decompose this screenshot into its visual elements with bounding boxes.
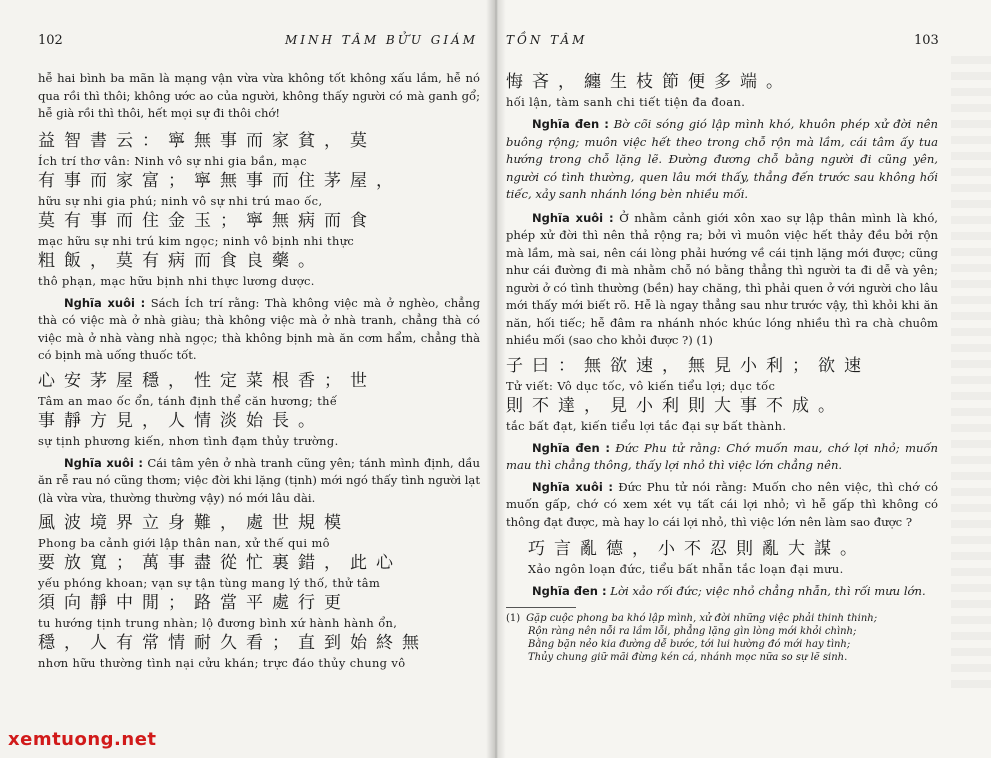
nghia-xuoi-label: Nghĩa xuôi :: [64, 455, 144, 470]
quote-ich-tri: [38, 129, 480, 289]
nghia-xuoi-text: Cái tâm yên ở nhà tranh cũng yên; tánh mình định, dầu ăn rễ rau nó cũng thơm; việc đời khi lặng (tịnh) mới ngó thấy tình người lạt (là vừa vừa, thường thường vậy) nó mới lâu dài.: [38, 455, 481, 505]
right-page: [496, 0, 991, 758]
han-line: 有事而家富；寧無事而住茅屋，: [38, 170, 402, 191]
footnote-line: Rộn ràng nên nỗi ra lầm lỗi, phẳng lặng gìn lòng mới khỏi chình;: [528, 625, 857, 637]
viet-line: mạc hữu sự nhi trú kim ngọc; ninh vô bịnh nhi thực: [38, 233, 355, 248]
nghia-den-3: [506, 583, 938, 601]
han-line: 莫有事而住金玉；寧無病而食: [38, 210, 376, 231]
nghia-xuoi-2: [38, 455, 480, 508]
quote-tu-viet: [506, 354, 938, 434]
right-running-header: TỒN TÂM: [506, 33, 588, 47]
viet-line: hữu sự nhi gia phú; ninh vô sự nhi trú mao ốc,: [38, 193, 323, 208]
left-page-number: 102: [38, 33, 63, 48]
viet-line: tu hướng tịnh trung nhàn; lộ đương bình xứ hành hành ổn,: [38, 616, 398, 630]
quote-xao-ngon: [506, 537, 938, 577]
viet-line: Tâm an mao ốc ổn, tánh định thể căn hương; thế: [38, 393, 338, 408]
left-running-header: MINH TÂM BỬU GIÁM: [285, 33, 479, 47]
nghia-xuoi-text: Sách Ích trí rằng: Thà không việc mà ở nghèo, chẳng thà có việc mà ở nhà giàu; thà không việc mà ở nhà tranh, chẳng thà có việc mà ở nhà vàng nhà ngọc; thà không bịnh mà ăn cơm hẩm, chẳng thà có bịnh mà uống thuốc tốt.: [38, 295, 480, 362]
footnote-mark: (1): [506, 612, 521, 624]
footnote: [506, 612, 938, 665]
nghia-den-label: Nghĩa đen :: [532, 117, 609, 131]
nghia-den-text: Đức Phu tử rằng: Chớ muốn mau, chớ lợi nhỏ; muốn mau thì chẳng thông, thấy lợi nhỏ thì việc lớn chẳng nên.: [506, 440, 938, 472]
viet-line: sự tịnh phương kiến, nhơn tình đạm thủy trường.: [38, 433, 339, 448]
viet-line: nhơn hữu thường tình nại cửu khán; trực đáo thủy chung vô: [38, 656, 406, 670]
nghia-xuoi-text: Ở nhằm cảnh giới xôn xao sự lập thân mình là khó, phép xử đời thì nên thả rộng ra; bởi vì muôn việc hết thảy đều bởi rộn mà lầm, mà sai, nên cái lòng phải hướng về cái tịnh lặng mới được; cũng như cái đường đi mà nhằm chỗ nó bằng thẳng thì người ta đi dễ và yên; người ở có tình thường (bền) hay chăng, thì phải quen ở với người cho lâu mới thấy mới biết rõ. Hễ là ngay thẳng sau như trước vậy, thì khỏi khi ăn năn, hối tiếc; hễ đâm ra nhánh nhóc khúc lóng nhiều thì ra chà chuôm nhiều mối (sao cho khỏi được ?) (1): [506, 210, 938, 347]
viet-line: thô phạn, mạc hữu bịnh nhi thực lương dược.: [38, 273, 315, 288]
han-line: 風波境界立身難，處世規模: [38, 513, 350, 533]
nghia-xuoi-1: [38, 295, 480, 365]
nghia-xuoi-text: Đức Phu tử nói rằng: Muốn cho nên việc, thì chớ có muốn gấp, chớ có xem xét vụ tất cái lợi nhỏ; vì hễ gấp thì không có thông đạt được, mà hay lo cái lợi nhỏ, thì việc lớn nên làm sao được ?: [506, 479, 938, 529]
viet-line: Ích trí thơ vân: Ninh vô sự nhi gia bần, mạc: [38, 153, 307, 168]
han-line: 事靜方見，人情淡始長。: [38, 410, 324, 431]
nghia-den-2: [506, 440, 938, 475]
viet-line: Phong ba cảnh giới lập thân nan, xử thế qui mô: [38, 536, 330, 550]
footnote-rule: [506, 607, 576, 608]
left-page-body: [38, 70, 480, 671]
footnote-line: (1) Gặp cuộc phong ba khó lập mình, xử đời những việc phải thinh thinh;: [506, 612, 878, 624]
watermark: xemtuong.net: [8, 729, 157, 750]
quote-phong-ba: [38, 511, 480, 671]
nghia-den-text: Bờ cõi sóng gió lập mình khó, khuôn phép xử đời nên buông rộng; muôn việc hết theo trong chỗ rộn mà lầm, cái tâm ấy tua hướng trong chỗ lặng lẽ. Đường đương chỗ bằng người đi cũng yên, người có tình thường, quen lâu mới thấy, thẳng đến trước sau không hối tiếc, xảy sanh nhánh lóng bèn nhiều mối.: [506, 117, 939, 201]
han-line: 要放寬；萬事盡從忙裏錯，此心: [38, 553, 402, 573]
nghia-xuoi-label: Nghĩa xuôi :: [64, 295, 146, 310]
nghia-den-1: [506, 116, 938, 204]
right-page-number: 103: [914, 33, 939, 48]
han-line: 粗飯，莫有病而食良藥。: [38, 250, 324, 271]
han-line: 須向靜中閒；路當平處行更: [38, 593, 350, 613]
viet-line: yếu phóng khoan; vạn sự tận tùng mang lý thố, thử tâm: [38, 576, 381, 590]
footnote-line: Thủy chung giữ mãi đừng kén cá, nhánh mọc nữa so sự lẽ sinh.: [528, 652, 848, 664]
han-line: 悔吝，纏生枝節便多端。: [506, 72, 792, 92]
nghia-den-label: Nghĩa đen :: [532, 584, 607, 598]
viet-line: Xảo ngôn loạn đức, tiểu bất nhẫn tắc loạn đại mưu.: [528, 562, 844, 576]
nghia-den-label: Nghĩa đen :: [532, 440, 610, 455]
viet-line: Tử viết: Vô dục tốc, vô kiến tiểu lợi; dục tốc: [506, 378, 776, 393]
nghia-xuoi-label: Nghĩa xuôi :: [532, 210, 614, 225]
viet-line: hối lận, tàm sanh chi tiết tiện đa đoan.: [506, 95, 746, 109]
book-gutter: [486, 0, 506, 758]
han-line: 巧言亂德，小不忍則亂大謀。: [528, 539, 866, 559]
nghia-den-text: Lời xảo rối đức; việc nhỏ chẳng nhẫn, thì rối mưu lớn.: [610, 584, 926, 598]
han-line: 子曰：無欲速，無見小利；欲速: [506, 355, 870, 376]
han-line: 心安茅屋穩，性定菜根香；世: [38, 370, 376, 391]
bleed-through-shadow: [951, 56, 991, 696]
han-line: 則不達，見小利則大事不成。: [506, 395, 844, 416]
nghia-xuoi-label: Nghĩa xuôi :: [532, 479, 613, 494]
nghia-xuoi-4: [506, 479, 938, 532]
han-line: 穩，人有常情耐久看；直到始終無: [38, 633, 428, 653]
han-line: 益智書云：寧無事而家貧，莫: [38, 130, 376, 151]
right-page-body: [506, 70, 938, 664]
footnote-line: Bằng bặn nẻo kia đường dễ bước, tới lui hường đó mới hay tình;: [528, 638, 851, 650]
nghia-xuoi-3: [506, 210, 938, 350]
paragraph-continued: hễ hai bình ba mãn là mạng vận vừa vừa không tốt không xấu lắm, hễ nó qua rồi thì thôi; không ước ao của người, không thấy người có mà ganh gổ; hễ già rồi thì thôi, hết mọi sự đi thôi chớ!: [38, 71, 480, 120]
quote-tam-an: [38, 369, 480, 449]
viet-line: tắc bất đạt, kiến tiểu lợi tắc đại sự bất thành.: [506, 418, 787, 433]
